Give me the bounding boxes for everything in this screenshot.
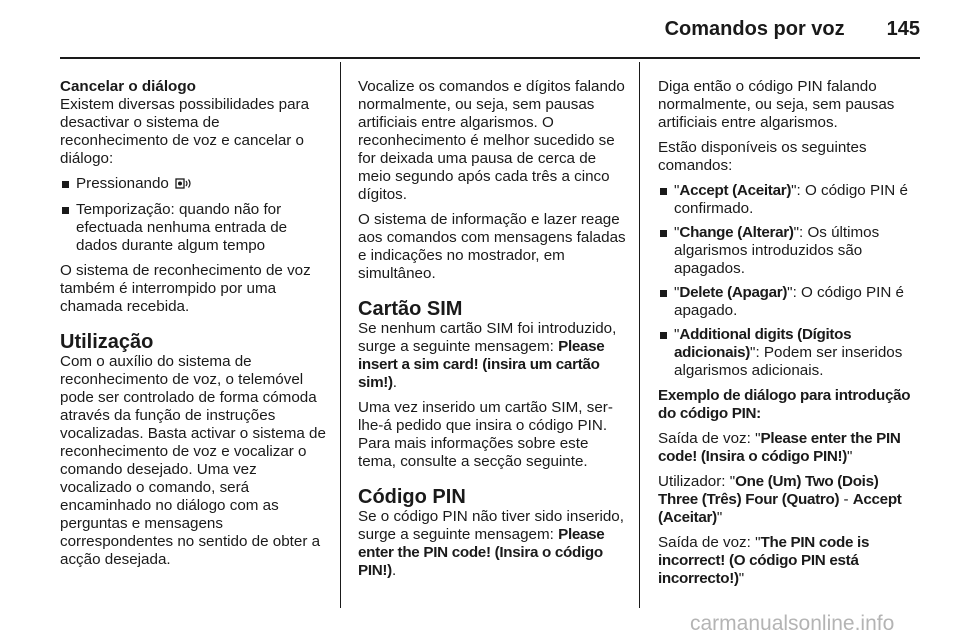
column-2	[358, 78, 626, 587]
digits-paragraph: Vocalize os comandos e dígitos falando normalmente, ou seja, sem pausas artificiais entre algarismos. O reconhecimento é melhor sucedido se for deixada uma pausa de cerca de meio segundo após cada três a cinco dígitos.	[358, 78, 625, 203]
usage-heading: Utilização	[60, 331, 154, 353]
sim-message: Please insert a sim card! (insira um cartão sim!)	[358, 338, 605, 391]
sim-paragraph: Se nenhum cartão SIM foi introduzido, surge a seguinte mensagem: Please insert a sim card! (insira um cartão sim!).	[358, 320, 617, 391]
command-delete: Delete (Apagar)	[679, 284, 788, 301]
user-input: Utilizador: "One (Um) Two (Dois) Three (Três) Four (Quatro) - Accept (Aceitar)"	[658, 473, 902, 526]
cancel-dialog-heading: Cancelar o diálogo	[60, 78, 196, 95]
voice-button-icon	[175, 177, 193, 195]
column-divider-1	[340, 62, 341, 608]
list-item: Temporização: quando não for efectuada nenhuma entrada de dados durante algum tempo	[60, 201, 326, 255]
system-reaction-paragraph: O sistema de informação e lazer reage aos comandos com mensagens faladas e indicações no mostrador, em simultâneo.	[358, 211, 626, 282]
commands-intro-paragraph: Estão disponíveis os seguintes comandos:	[658, 139, 867, 174]
voice-output-1: Saída de voz: "Please enter the PIN code! (Insira o código PIN!)"	[658, 430, 901, 465]
page-number: 145	[886, 18, 920, 40]
list-item: "Additional digits (Dígitos adicionais)": Podem ser inseridos algarismos adicionais.	[658, 326, 920, 380]
list-item	[60, 175, 326, 195]
command-change: Change (Alterar)	[679, 224, 794, 241]
list-item: "Accept (Aceitar)": O código PIN é confirmado.	[658, 182, 920, 218]
command-accept: Accept (Aceitar)	[679, 182, 792, 199]
column-3	[658, 78, 920, 595]
usage-paragraph: Com o auxílio do sistema de reconhecimento de voz, o telemóvel pode ser controlado de forma cómoda através da função de instruções vocalizadas. Basta activar o sistema de reconhecimento de voz e vocalizar o comando desejado. Uma vez vocalizado o comando, será encaminhado no diálogo com as perguntas e mensagens correspondentes no sentido de obter a acção desejada.	[60, 353, 326, 568]
cancel-intro-paragraph: Existem diversas possibilidades para desactivar o sistema de reconhecimento de voz e cancelar o diálogo:	[60, 96, 310, 167]
interrupt-paragraph: O sistema de reconhecimento de voz também é interrompido por uma chamada recebida.	[60, 262, 311, 315]
command-additional-digits: Additional digits (Dígitos adicionais)	[674, 326, 852, 361]
pin-message: Please enter the PIN code! (Insira o código PIN!)	[358, 526, 605, 579]
cancel-options-list	[60, 175, 326, 255]
column-divider-2	[639, 62, 640, 608]
pin-code-heading: Código PIN	[358, 486, 466, 508]
page-header	[665, 18, 920, 41]
header-title: Comandos por voz	[664, 18, 845, 40]
example-heading: Exemplo de diálogo para introdução do código PIN:	[658, 387, 911, 422]
list-item: "Change (Alterar)": Os últimos algarismos introduzidos são apagados.	[658, 224, 920, 278]
commands-list	[658, 182, 920, 380]
header-rule	[60, 57, 920, 59]
voice-output-2: Saída de voz: "The PIN code is incorrect! (O código PIN está incorrecto!)"	[658, 534, 870, 587]
pin-paragraph: Se o código PIN não tiver sido inserido, surge a seguinte mensagem: Please enter the PIN code! (Insira o código PIN!).	[358, 508, 624, 579]
list-item: "Delete (Apagar)": O código PIN é apagado.	[658, 284, 920, 320]
say-pin-paragraph: Diga então o código PIN falando normalmente, ou seja, sem pausas artificiais entre algarismos.	[658, 78, 895, 131]
watermark: carmanualsonline.info	[690, 612, 895, 635]
sim-inserted-paragraph: Uma vez inserido um cartão SIM, ser-lhe-á pedido que insira o código PIN. Para mais informações sobre este tema, consulte a secção seguinte.	[358, 399, 613, 470]
sim-card-heading: Cartão SIM	[358, 298, 463, 320]
bullet-text-pressing: Pressionando	[76, 175, 169, 192]
column-1	[60, 78, 326, 576]
